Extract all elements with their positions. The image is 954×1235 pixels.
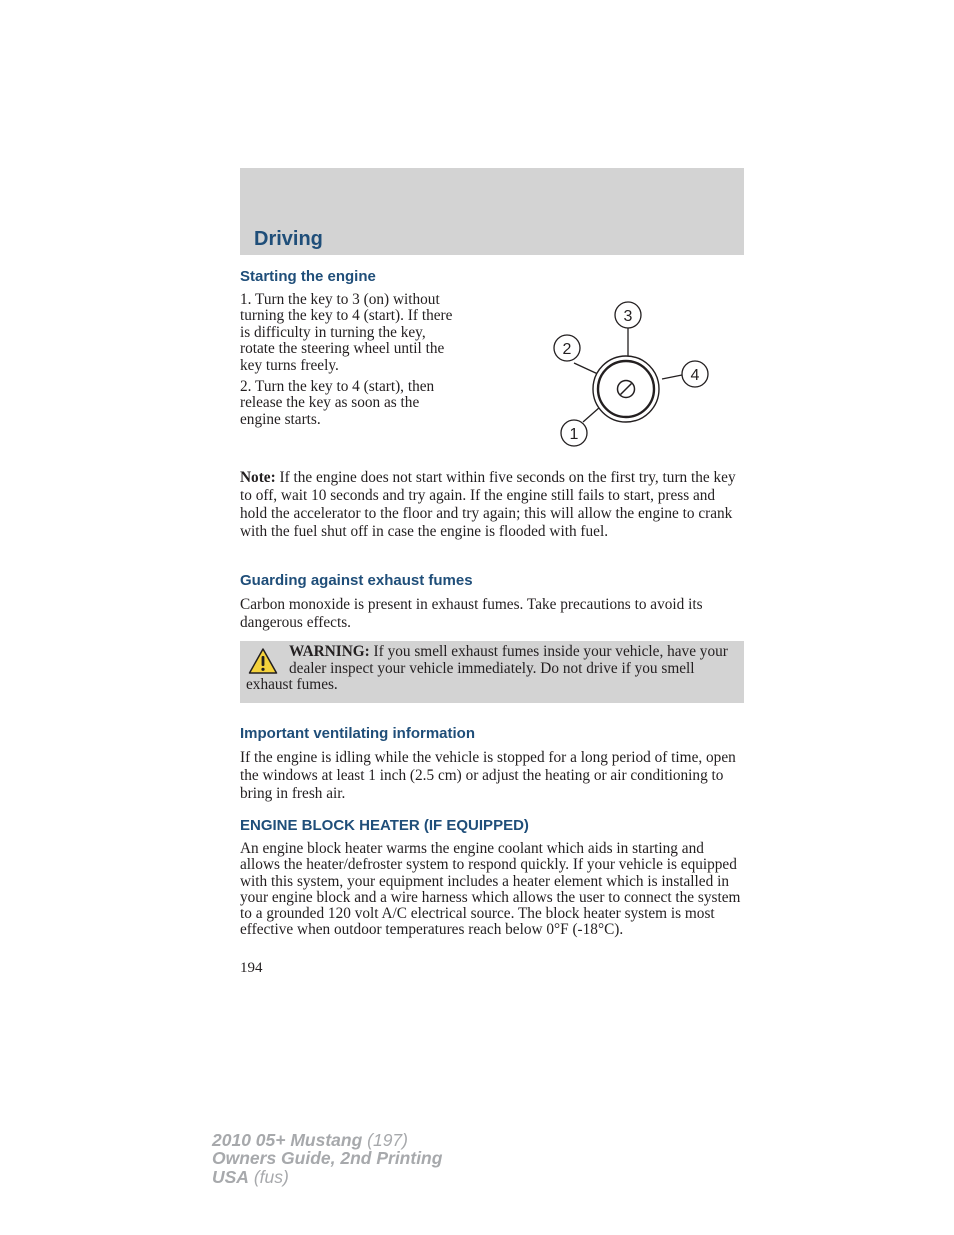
svg-text:1: 1 <box>569 426 579 443</box>
starting-engine-heading: Starting the engine <box>240 268 376 285</box>
section-header-band <box>240 168 744 255</box>
note-paragraph <box>240 469 744 541</box>
warning-text <box>246 644 738 694</box>
note-label: Note: <box>240 469 276 486</box>
block-heater-paragraph: An engine block heater warms the engine coolant which aids in starting and allows the heater/defroster system to respond quickly. If your vehicle is equipped with this system, your equipment includes a heater element which is installed in your engine block and a wire harness which allows the user to connect the system to a grounded 120 volt A/C electrical source. The block heater system is most effective when outdoor temperatures reach below 0°F (-18°C). <box>240 840 741 939</box>
page-number: 194 <box>240 960 263 976</box>
ignition-switch-diagram <box>540 296 720 456</box>
position-label-3 <box>615 302 641 328</box>
position-label-2 <box>554 335 580 361</box>
starting-step-2: 2. Turn the key to 4 (start), then release the key as soon as the engine starts. <box>240 378 435 428</box>
warning-body: If you smell exhaust fumes inside your vehicle, have your dealer inspect your vehicle immediately. Do not drive if you smell exhaust fumes. <box>246 643 728 694</box>
document-footer <box>212 1131 442 1186</box>
footer-printing: Owners Guide, 2nd Printing <box>212 1148 443 1169</box>
exhaust-heading: Guarding against exhaust fumes <box>240 572 473 589</box>
position-label-4 <box>682 361 708 387</box>
footer-model: 2010 05+ Mustang <box>212 1130 363 1150</box>
starting-step-1: 1. Turn the key to 3 (on) without turning the key to 4 (start). If there is difficulty in turning the key, rotate the steering wheel until the key turns freely. <box>240 291 453 374</box>
ventilating-heading: Important ventilating information <box>240 725 475 742</box>
warning-box <box>240 641 744 703</box>
position-label-1 <box>561 420 587 446</box>
warning-label: WARNING: <box>289 643 370 660</box>
exhaust-paragraph: Carbon monoxide is present in exhaust fumes. Take precautions to avoid its dangerous effects. <box>240 596 703 631</box>
footer-market-code: (fus) <box>248 1166 289 1187</box>
svg-text:2: 2 <box>562 341 572 358</box>
note-text: If the engine does not start within five seconds on the first try, turn the key to off, wait 10 seconds and try again. If the engine still fails to start, press and hold the accelerator to the floor and try again; this will allow the engine to crank with the fuel shut off in case the engine is flooded with fuel. <box>240 469 736 540</box>
ventilating-paragraph: If the engine is idling while the vehicle is stopped for a long period of time, open the windows at least 1 inch (2.5 cm) or adjust the heating or air conditioning to bring in fresh air. <box>240 749 736 802</box>
footer-market: USA <box>212 1166 249 1187</box>
block-heater-heading: ENGINE BLOCK HEATER (IF EQUIPPED) <box>240 817 529 834</box>
section-title: Driving <box>254 228 323 250</box>
footer-model-code: (197) <box>362 1130 408 1150</box>
svg-text:4: 4 <box>690 367 700 384</box>
svg-text:3: 3 <box>623 308 633 325</box>
